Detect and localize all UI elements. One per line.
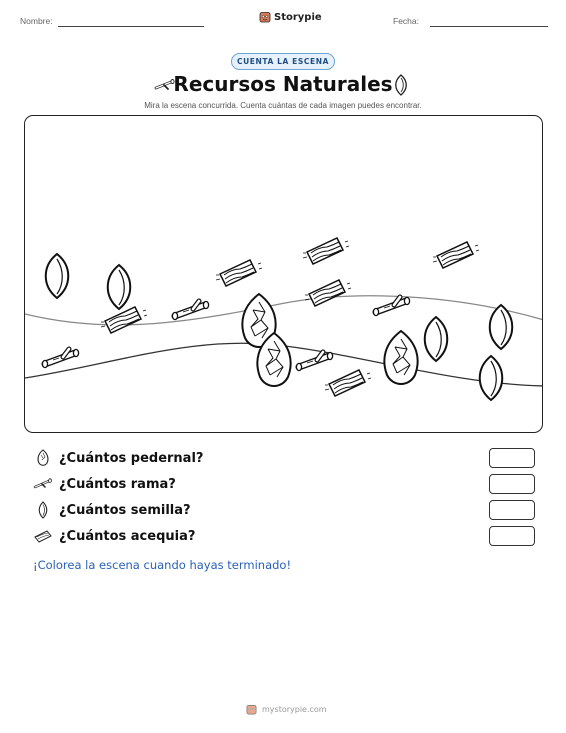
site-footer <box>246 704 327 715</box>
date-line[interactable] <box>430 26 548 27</box>
answer-box-flint[interactable] <box>489 448 535 468</box>
activity-badge: CUENTA LA ESCENA <box>231 53 335 70</box>
page-title: Recursos Naturales <box>173 72 393 96</box>
answer-box-canal[interactable] <box>489 526 535 546</box>
question-row-branch <box>33 474 535 494</box>
canal-icon <box>33 527 53 545</box>
question-row-seed <box>33 500 535 520</box>
instructions: Mira la escena concurrida. Cuenta cuántas de cada imagen puedes encontrar. <box>144 101 422 110</box>
question-text: ¿Cuántos rama? <box>59 476 176 492</box>
name-line[interactable] <box>58 26 204 27</box>
seed-icon <box>33 501 53 519</box>
branch-icon <box>33 475 53 493</box>
answer-box-branch[interactable] <box>489 474 535 494</box>
question-row-flint <box>33 448 535 468</box>
storypie-mascot-icon <box>259 11 271 23</box>
brand-name: Storypie <box>274 11 322 23</box>
coloring-note: ¡Colorea la escena cuando hayas terminado! <box>33 558 292 572</box>
seed-icon <box>392 74 410 96</box>
name-label: Nombre: <box>20 16 53 26</box>
scene-drawing <box>25 116 543 433</box>
storypie-mascot-icon <box>246 704 257 715</box>
question-text: ¿Cuántos pedernal? <box>59 450 204 466</box>
flint-icon <box>33 449 53 467</box>
site-url: mystorypie.com <box>262 705 327 714</box>
date-label: Fecha: <box>393 16 419 26</box>
scene-frame <box>24 115 543 433</box>
question-text: ¿Cuántos semilla? <box>59 502 191 518</box>
question-text: ¿Cuántos acequia? <box>59 528 196 544</box>
answer-box-seed[interactable] <box>489 500 535 520</box>
brand-logo <box>259 11 322 23</box>
question-row-canal <box>33 526 535 546</box>
